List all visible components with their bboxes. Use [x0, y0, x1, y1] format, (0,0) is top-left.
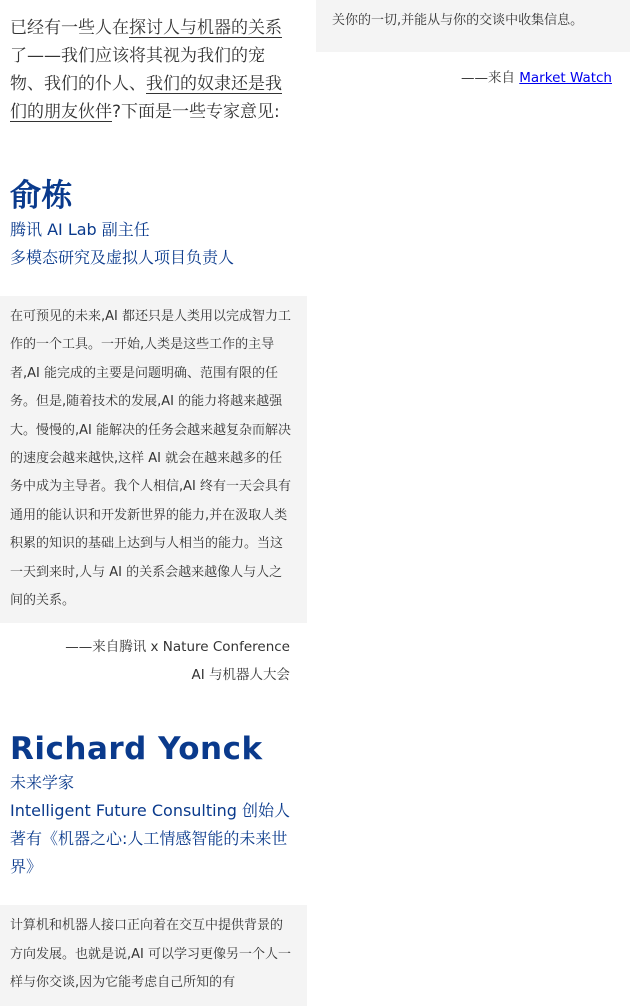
expert-role: 未来学家: [10, 773, 75, 793]
expert-role: 多模态研究及虚拟人项目负责人: [10, 248, 235, 267]
expert-name: Richard Yonck: [10, 731, 263, 768]
quote-source: [0, 623, 307, 689]
expert-role: 腾讯 AI Lab 副主任: [10, 220, 150, 239]
source-link-market-watch[interactable]: Market Watch: [519, 70, 612, 86]
left-column: [0, 0, 307, 1006]
intro-text: ?下面是一些专家意见:: [112, 102, 280, 122]
source-line: AI 与机器人大会: [191, 667, 290, 684]
intro-underlined-phrase: 我们的奴隶还是我们的朋友伙伴: [10, 74, 282, 122]
intro-paragraph: [10, 14, 291, 126]
intro-underlined-phrase: 探讨人与机器的关系: [129, 18, 282, 38]
expert-quote: 在可预见的未来,AI 都还只是人类用以完成智力工作的一个工具。一开始,人类是这些工作的主导者,AI 能完成的主要是问题明确、范围有限的任务。但是,随着技术的发展,AI 的能力将越来越强大。慢慢的,AI 能解决的任务会越来越复杂而解决的速度会越来越快,这样 AI 就会在越来越多的任务中成为主导者。我个人相信,AI 终有一天会具有通用的能认识和开发新世界的能力,并在汲取人类积累的知识的基础上达到与人相当的能力。当这一天到来时,人与 AI 的关系会越来越像人与人之间的关系。: [0, 296, 307, 623]
expert-name: 俞栋: [10, 178, 73, 214]
expert-header: [10, 729, 307, 881]
source-prefix: ——来自: [460, 70, 520, 86]
expert-quote: 关你的一切,并能从与你的交谈中收集信息。: [316, 0, 630, 52]
expert-role: Intelligent Future Consulting 创始人: [10, 801, 290, 821]
quote-source: [316, 52, 630, 92]
intro-text: 已经有一些人在: [10, 18, 129, 38]
right-column: [316, 0, 630, 92]
expert-header: [10, 176, 307, 272]
expert-quote: 计算机和机器人接口正向着在交互中提供背景的方向发展。也就是说,AI 可以学习更像另一个人一样与你交谈,因为它能考虑自己所知的有: [0, 905, 307, 1005]
expert-role: 著有《机器之心:人工情感智能的未来世界》: [10, 829, 288, 877]
intro-text: 了——我们应该将其视为我们的宠物、我们的仆人、: [10, 46, 265, 94]
source-line: ——来自腾讯 x Nature Conference: [65, 639, 290, 656]
